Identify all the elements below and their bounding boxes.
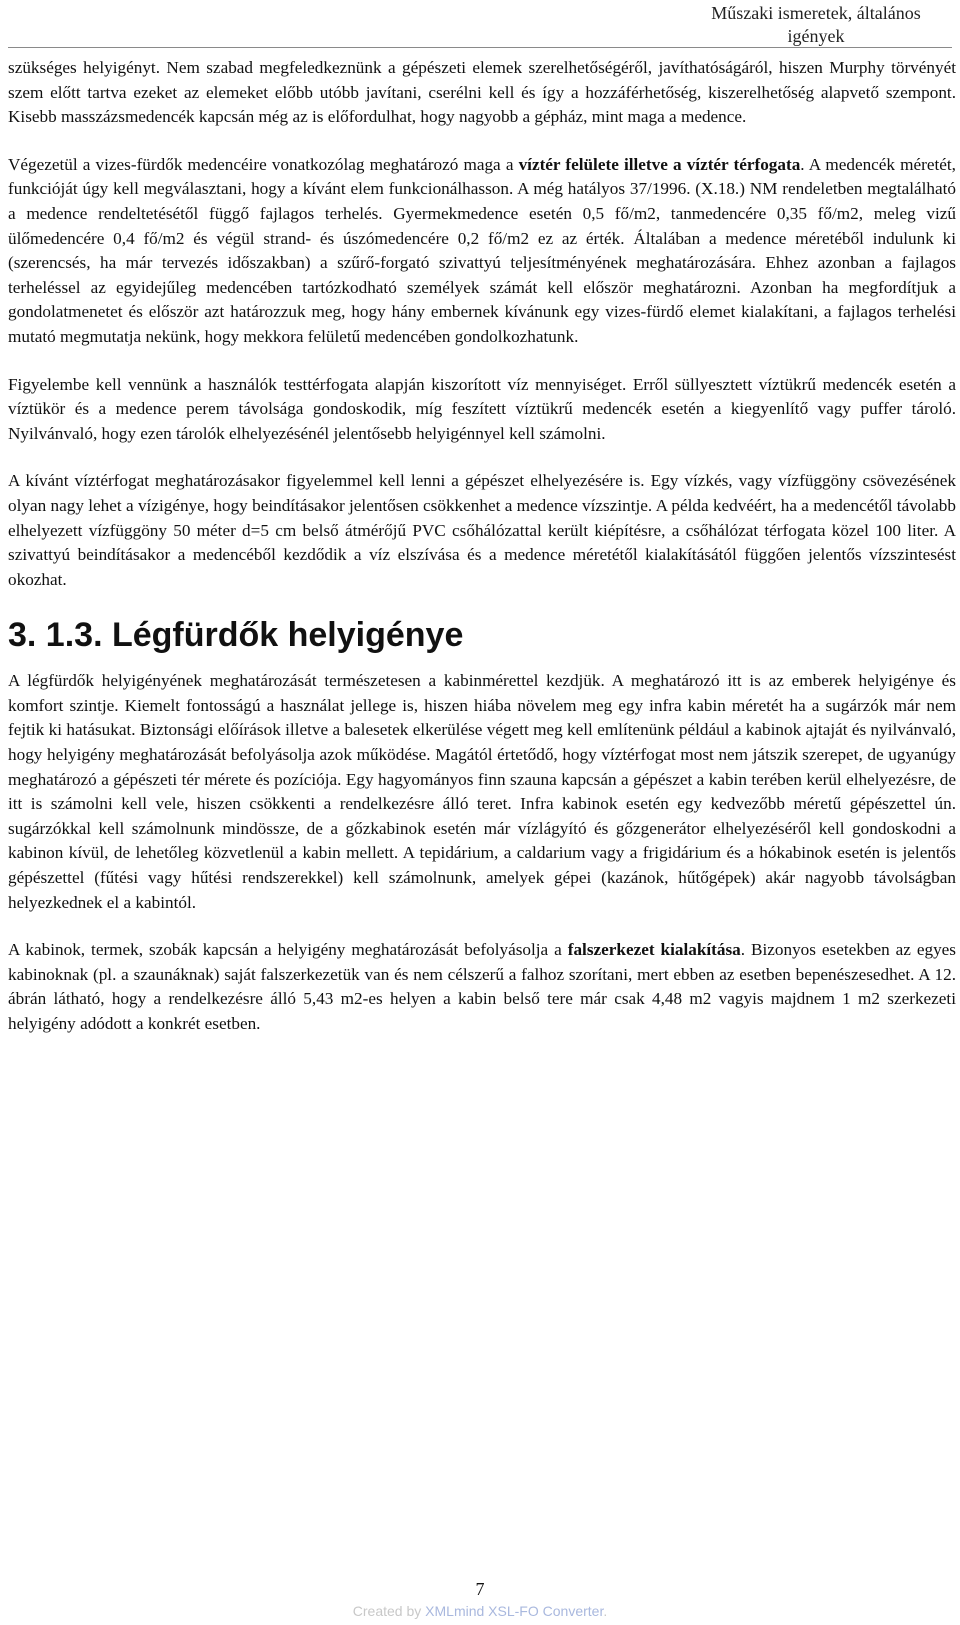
paragraph-2-text-2: . A medencék méretét, funkcióját úgy kell megválasztani, hogy a kívánt elem funkcionálhasson. A még hatályos 37/1996. (X.18.) NM rendeletben megtalálható a medence rendeltetésétől függő fajlagos terhelés. Gyermekmedence esetén 0,5 fő/m2, tanmedencére 0,35 fő/m2, meleg vizű ülőmedencére 0,4 fő/m2 és végül strand- és úszómedencére 0,2 fő/m2 ez az érték. Általában a medence méretéből indulunk ki (szerencsés, ha már tervezés időszakban) a szűrő-forgató szivattyú teljesítményének meghatározására. Ehhez azonban a fajlagos terheléssel az egyidejűleg medencében tartózkodható személyek számát kell először meghatározni. Azonban ha megfordítjuk a gondolatmenetet és először azt határozzuk meg, hogy hány embernek kívánunk egy vizes-fürdő elemet kialakítani, a fajlagos terhelési mutató megmutatja nekünk, hogy mekkora felületű medencében gondolkozhatunk. [8,154,956,346]
credit-prefix: Created by [352,1603,426,1619]
paragraph-2-text-1: Végezetül a vizes-fürdők medencéire vonatkozólag meghatározó maga a [8,154,519,174]
paragraph-2 [8,153,956,350]
paragraph-1: szükséges helyigényt. Nem szabad megfeledkeznünk a gépészeti elemek szerelhetőségéről, javíthatóságáról, hiszen Murphy törvényét szem előtt tartva ezeket az elemeket előbb utóbb javítani, cserélni kell és így a hozzáférhetőség, kiszerelhetőség alapvető szempont. Kisebb masszázsmedencék kapcsán még az is előfordulhat, hogy nagyobb a gépház, mint maga a medence. [8,58,956,127]
page-number: 7 [475,1579,485,1599]
paragraph-6-text-2: . Bizonyos esetekben az egyes kabinoknak (pl. a szaunáknak) saját falszerkezetük van és nem célszerű a falhoz szorítani, mert ebben az esetben bepenészesedhet. A 12. ábrán látható, hogy a rendelkezésre álló 5,43 m2-es helyen a kabin belső tere már csak 4,48 m2 vagyis majdnem 1 m2 szerkezeti helyigény adódott a konkrét esetben. [8,940,956,1033]
paragraph-6 [8,938,956,1036]
paragraph-6-bold: falszerkezet kialakítása [567,940,741,960]
page-header [0,0,960,48]
document-body [8,56,956,1060]
paragraph-4: A kívánt víztérfogat meghatározásakor figyelemmel kell lenni a gépészet elhelyezésére is. Egy vízkés, vagy vízfüggöny csövezésének olyan nagy lehet a vízigénye, hogy beindításakor jelentősen csökkenhet a medence vízszintje. A példa kedvéért, ha a medencétől távolabb elhelyezett vízfüggöny 50 méter d=5 cm belső átmérőjű PVC csőhálózattal került kiépítésre, a csőhálózat térfogata közel 100 liter. A szivattyú beindításakor a medencéből kezdődik a víz elszívása és a medence méretétől kialakításától függően jelentős vízszintesést okozhat. [8,471,956,589]
credit-suffix: . [603,1603,608,1619]
header-title: Műszaki ismeretek, általános igények [711,3,921,46]
credit-brand-link[interactable]: XMLmind XSL-FO Converter [425,1603,604,1619]
paragraph-6-text-1: A kabinok, termek, szobák kapcsán a helyigény meghatározását befolyásolja a [8,940,568,960]
paragraph-3: Figyelembe kell vennünk a használók testtérfogata alapján kiszorított víz mennyiséget. Erről süllyesztett víztükrű medencék esetén a víztükör és a medence perem távolsága gondoskodik, míg feszített víztükrű medencék esetén a kiegyenlítő vagy puffer tároló. Nyilvánvaló, hogy ezen tárolók elhelyezésénél jelentősebb helyigénnyel kell számolni. [8,374,956,443]
paragraph-5: A légfürdők helyigényének meghatározását természetesen a kabinmérettel kezdjük. A meghatározó itt is az emberek helyigénye és komfort szintje. Kiemelt fontosságú a használat jellege is, hiszen hiába növelem meg egy infra kabin méretét ha a sugárzók már nem fejtik ki hatásukat. Biztonsági előírások illetve a balesetek elkerülése végett meg kell említenünk például a kabinok ajtaját és nyilvánvaló, hogy helyigény meghatározását befolyásolja azok működése. Magától értetődő, hogy víztérfogat most nem játszik szerepet, de ugyanúgy meghatározó a gépészeti tér mérete és pozíciója. Egy hagyományos finn szauna kapcsán a gépészet a kabin terében kerül elhelyezésre, de itt is számolni kell vele, hiszen csökkenti a rendelkezésre álló teret. Infra kabinok esetén egy kedvezőbb méretű gépészettel ún. sugárzókkal kell számolnunk mindössze, de a gőzkabinok esetén már vízlágyító és gőzgenerátor elhelyezéséről kell gondoskodni a kabinon kívül, de lehetőleg közvetlenül a kabin mellett. A tepidárium, a caldarium vagy a frigidárium és a hókabinok esetén is jelentős gépészettel (fűtési vagy hűtési rendszerekkel) kell számolnunk, amelyek gépei (kazánok, hűtőgépek) akár nagyobb távolságban helyezkednek el a kabintól. [8,671,956,912]
header-divider [8,47,952,48]
paragraph-2-bold: víztér felülete illetve a víztér térfogata [518,154,801,174]
section-heading: 3. 1.3. Légfürdők helyigénye [8,616,464,655]
footer-credit [0,1602,960,1620]
